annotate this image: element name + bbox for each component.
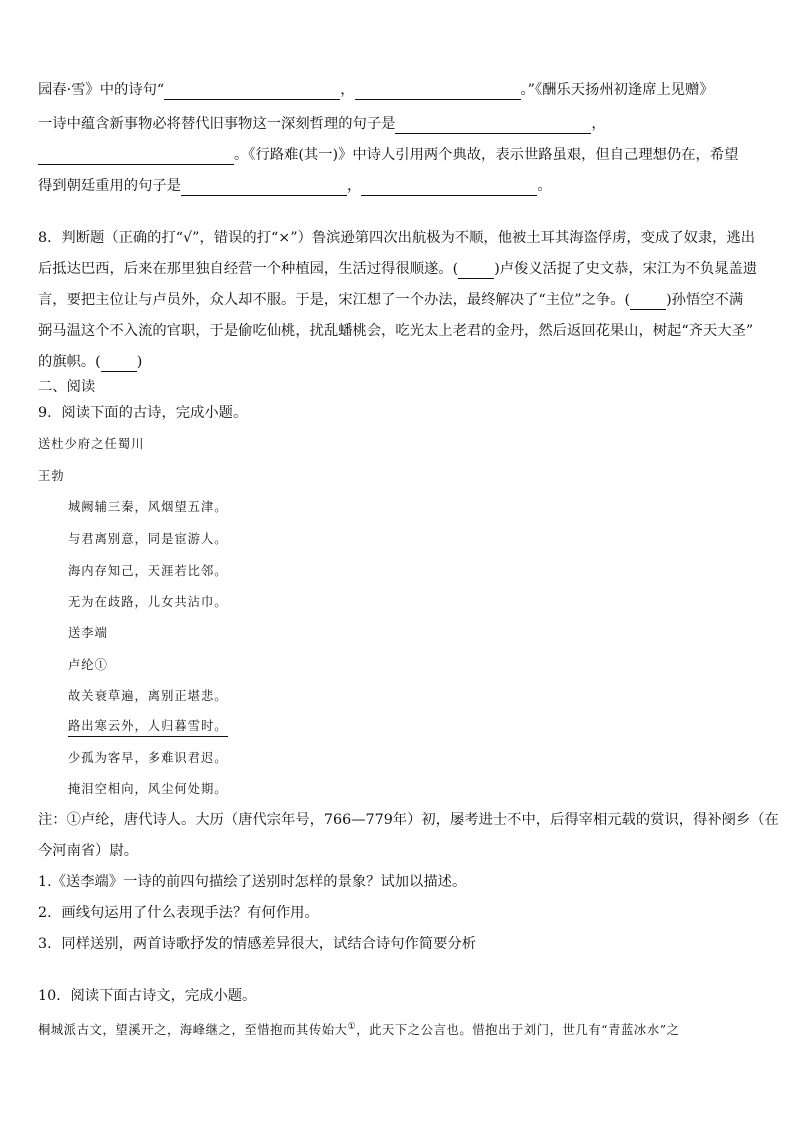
answer-blank-2[interactable] <box>630 293 666 310</box>
answer-blank-1[interactable] <box>458 262 494 279</box>
blank-3[interactable] <box>395 117 591 134</box>
poem1-title: 送杜少府之任蜀川 <box>38 437 145 451</box>
poem1-line: 与君离别意，同是宦游人。 <box>68 532 228 546</box>
footnote-mark: ① <box>347 1022 357 1032</box>
poem2-author: 卢纶① <box>68 658 108 672</box>
text: ， <box>346 178 362 194</box>
text: 的旗帜。( <box>38 354 101 370</box>
text: ) <box>136 354 143 370</box>
text: 。”《酬乐天扬州初逢席上见赠》 <box>520 82 714 98</box>
answer-blank-3[interactable] <box>101 355 137 372</box>
subquestion-2: 2．画线句运用了什么表现手法？有何作用。 <box>38 905 319 921</box>
poem2-line: 少孤为客早，多难识君迟。 <box>68 751 228 765</box>
q8-line-3 <box>38 290 743 310</box>
poem2-title: 送李端 <box>68 626 108 640</box>
section-title: 二、阅读 <box>38 379 96 395</box>
poem1-line: 海内存知己，天涯若比邻。 <box>68 564 228 578</box>
poem2-line: 掩泪空相向，风尘何处期。 <box>68 782 228 796</box>
q9-prompt: 9．阅读下面的古诗，完成小题。 <box>38 405 248 421</box>
text: )卢俊义活捉了史文恭，宋江为不负晁盖遗 <box>494 261 758 277</box>
poem2-line: 故关衰草遍，离别正堪悲。 <box>68 689 228 703</box>
poem2-underlined-line: 路出寒云外，人归暮雪时。 <box>68 716 228 737</box>
q8-line-2 <box>38 259 757 279</box>
blank-1[interactable] <box>164 83 340 100</box>
q8-line-1: 8．判断题（正确的打“√”，错误的打“×”）鲁滨逊第四次出航极为不顺，他被土耳其海盗俘虏，变成了奴隶，逃出 <box>38 230 756 246</box>
poem1-line: 无为在歧路，儿女共沾巾。 <box>68 595 228 609</box>
blank-5[interactable] <box>181 179 347 196</box>
note-line-2: 今河南省）尉。 <box>38 843 139 859</box>
blank-6[interactable] <box>361 179 537 196</box>
blank-2[interactable] <box>355 83 521 100</box>
text: 。《行路难(其一)》中诗人引用两个典故，表示世路虽艰，但自己理想仍在，希望 <box>234 147 739 163</box>
text: 言，要把主位让与卢员外，众人却不服。于是，宋江想了一个办法，最终解决了“主位”之争。( <box>38 292 631 308</box>
q7-line-4 <box>38 176 552 196</box>
q10-prompt: 10．阅读下面古诗文，完成小题。 <box>38 988 257 1004</box>
text: ，此天下之公言也。惜抱出于刘门，世几有“青蓝冰水”之 <box>356 1023 680 1038</box>
text: 。 <box>537 178 552 194</box>
blank-4[interactable] <box>38 148 234 165</box>
note-line-1: 注：①卢纶，唐代诗人。大历（唐代宗年号，766—779年）初，屡考进士不中，后得宰相元载的赏识，得补阌乡（在 <box>38 812 779 828</box>
q7-line-1 <box>38 80 714 100</box>
text: )孙悟空不满 <box>666 292 744 308</box>
text: 一诗中蕴含新事物必将替代旧事物这一深刻哲理的句子是 <box>38 116 396 132</box>
poem1-author: 王勃 <box>38 469 65 483</box>
text: 得到朝廷重用的句子是 <box>38 178 181 194</box>
subquestion-3: 3．同样送别，两首诗歌抒发的情感差异很大，试结合诗句作简要分析 <box>38 936 476 952</box>
q10-text <box>38 1017 680 1040</box>
q7-line-3 <box>38 145 738 165</box>
q7-line-2 <box>38 114 606 134</box>
text: ， <box>340 82 355 98</box>
text: 桐城派古文，望溪开之，海峰继之，至惜抱而其传始大 <box>38 1023 348 1038</box>
poem1-line: 城阙辅三秦，风烟望五津。 <box>68 500 228 514</box>
text: 园春·雪》中的诗句“ <box>38 82 165 98</box>
subquestion-1: 1.《送李端》一诗的前四句描绘了送别时怎样的景象？试加以描述。 <box>38 874 467 890</box>
text: 后抵达巴西，后来在那里独自经营一个种植园，生活过得很顺遂。( <box>38 261 459 277</box>
q8-line-4: 弼马温这个不入流的官职，于是偷吃仙桃，扰乱蟠桃会，吃光太上老君的金丹，然后返回花果山，树起“齐天大圣” <box>38 323 754 339</box>
text: ， <box>591 116 606 132</box>
q8-line-5 <box>38 352 142 372</box>
